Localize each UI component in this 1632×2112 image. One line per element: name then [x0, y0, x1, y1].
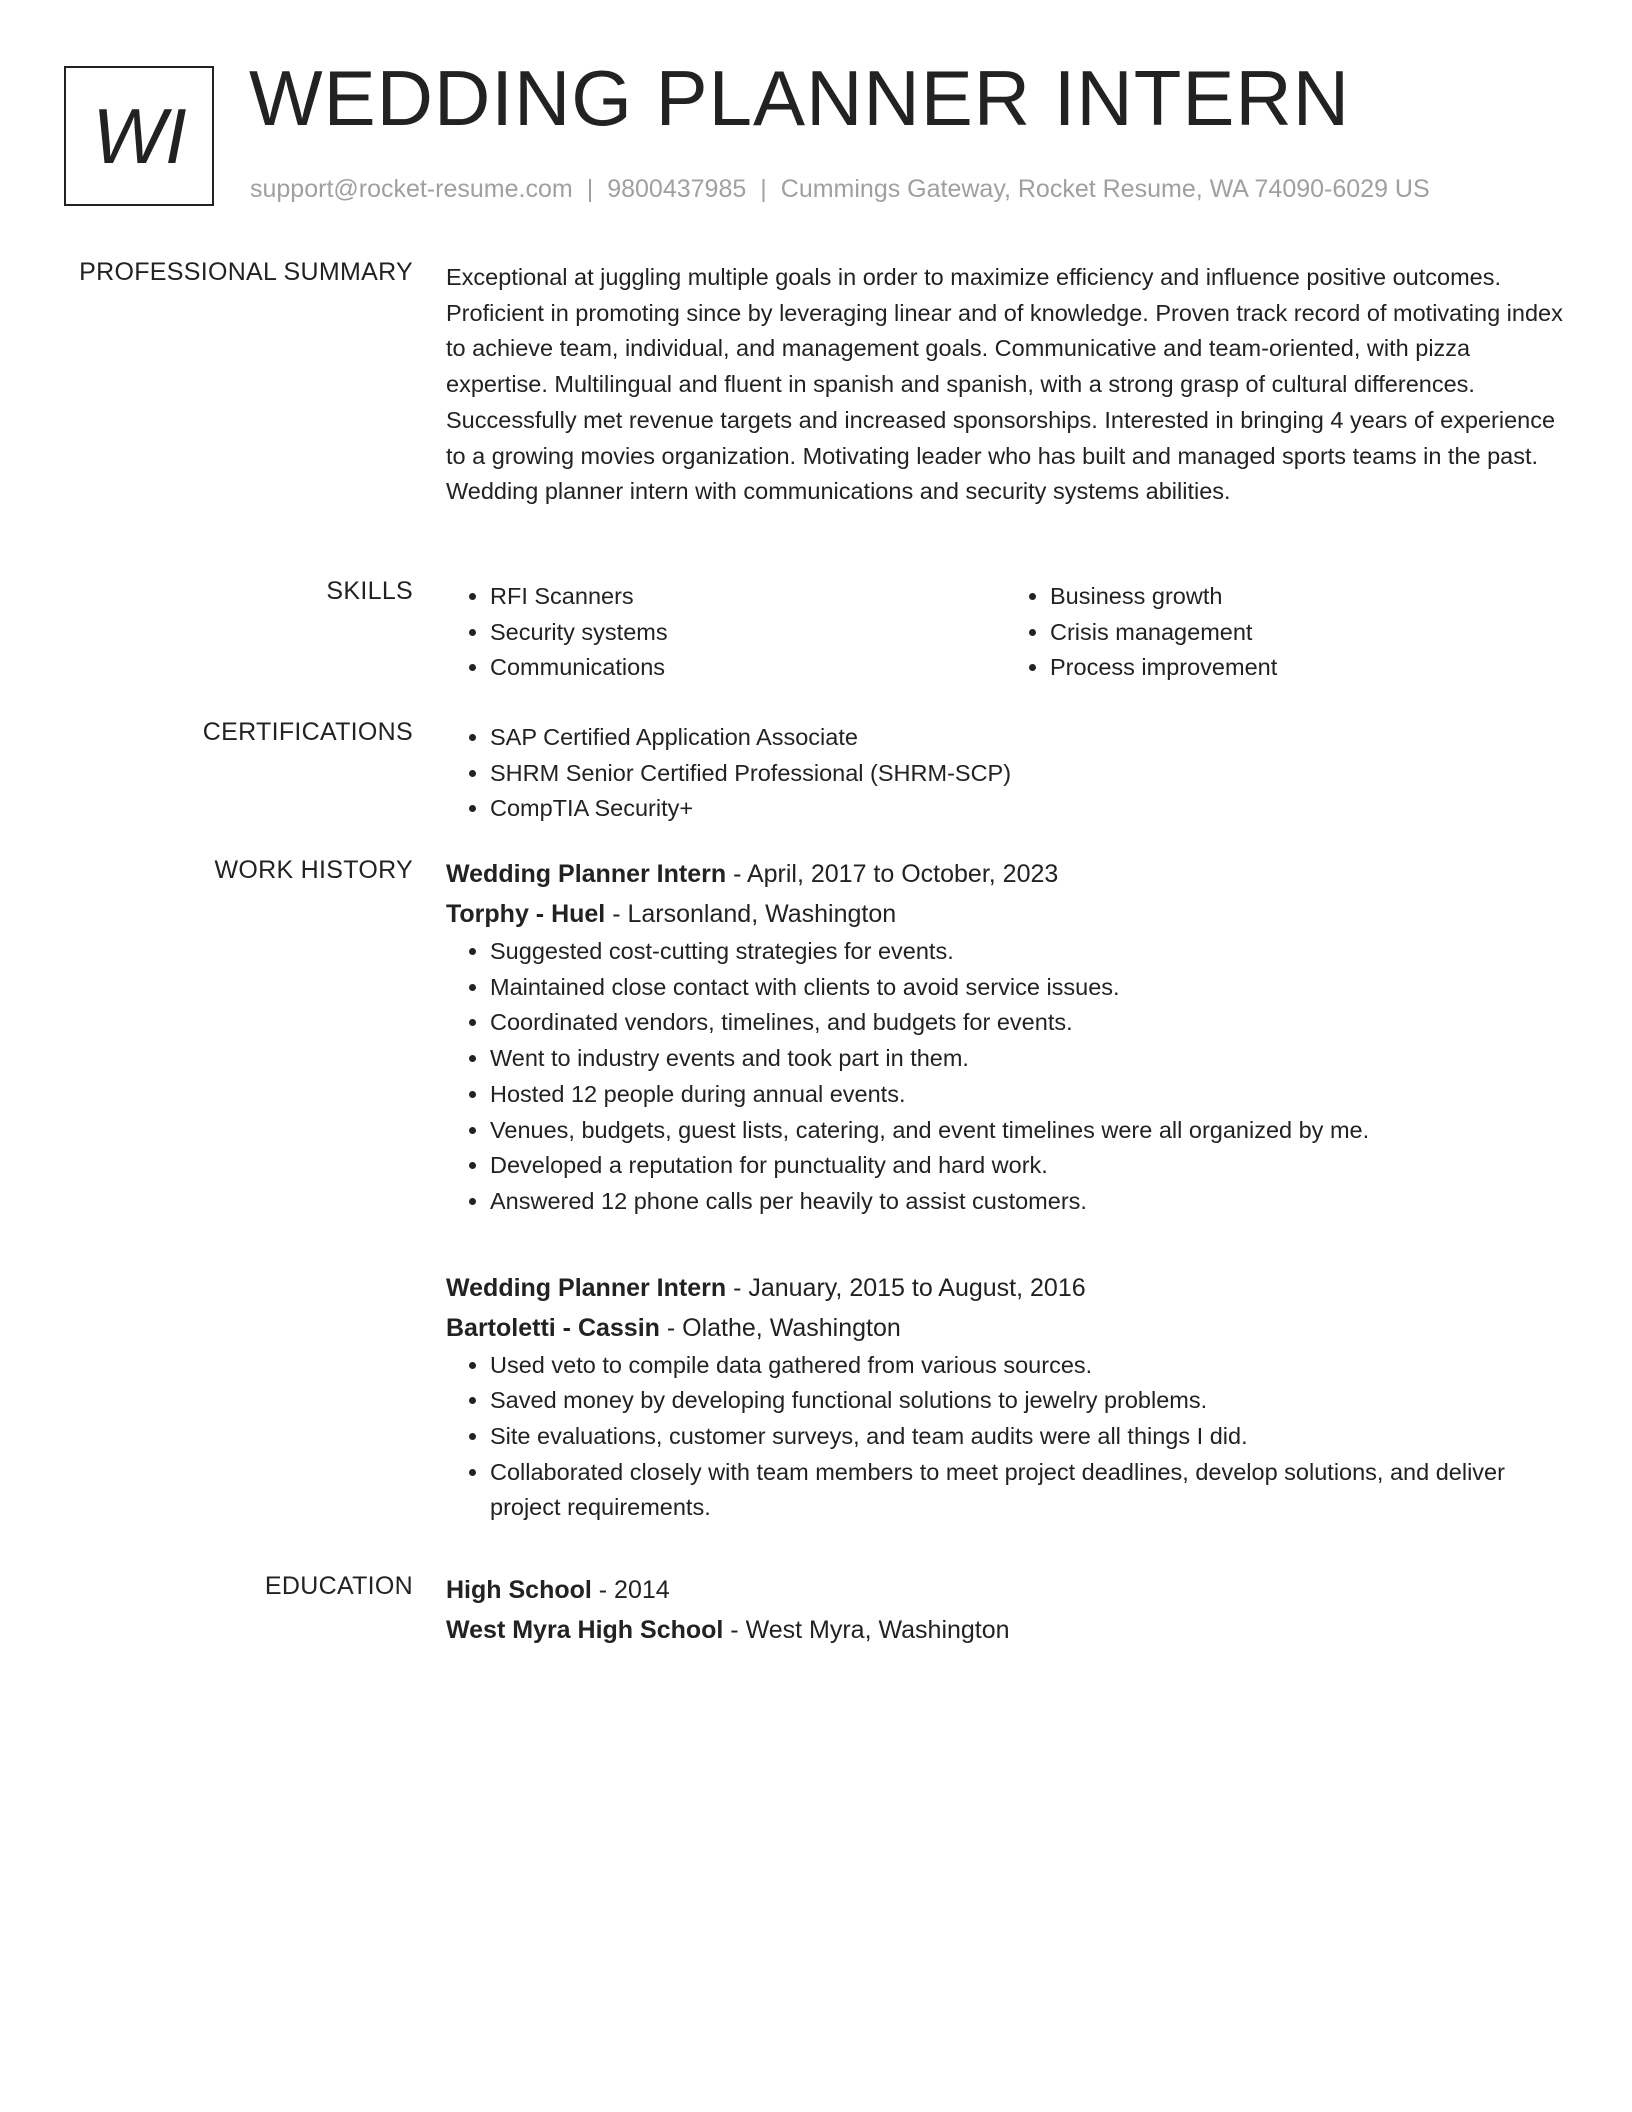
job-bullets [446, 934, 1566, 1220]
skill-item: • Process improvement [1050, 650, 1566, 686]
contact-phone: 9800437985 [607, 175, 747, 203]
contact-separator: | [760, 175, 767, 203]
education-year: - 2014 [591, 1576, 670, 1604]
section-label-skills: SKILLS [326, 577, 413, 605]
section-label-work-history: WORK HISTORY [214, 856, 413, 884]
summary-body [446, 260, 1566, 510]
job-title-line [446, 1268, 1566, 1308]
job-bullet: • Went to industry events and took part in them. [490, 1041, 1566, 1077]
job-bullet: • Suggested cost-cutting strategies for events. [490, 934, 1566, 970]
job-dates: - April, 2017 to October, 2023 [726, 860, 1059, 888]
job-bullet: • Collaborated closely with team members to meet project deadlines, develop solutions, and deliver project requirements. [490, 1455, 1566, 1526]
job-company: Torphy - Huel [446, 900, 606, 928]
job-bullets [446, 1348, 1566, 1527]
skills-list-right [1006, 579, 1566, 686]
work-history-body [446, 854, 1566, 1526]
job-bullet: • Site evaluations, customer surveys, and team audits were all things I did. [490, 1419, 1566, 1455]
certification-item: • SAP Certified Application Associate [490, 720, 1566, 756]
monogram-initials: WI [92, 92, 186, 180]
contact-line [250, 175, 1430, 204]
job-bullet: • Answered 12 phone calls per heavily to assist customers. [490, 1184, 1566, 1220]
education-degree: High School [446, 1576, 592, 1604]
job-bullet: • Venues, budgets, guest lists, catering, and event timelines were all organized by me. [490, 1113, 1566, 1149]
job-company: Bartoletti - Cassin [446, 1313, 660, 1342]
education-degree-line [446, 1570, 1566, 1610]
contact-address: Cummings Gateway, Rocket Resume, WA 74090-6029 US [780, 175, 1430, 203]
skill-item: • Security systems [490, 615, 1006, 651]
skill-item: • Business growth [1050, 579, 1566, 615]
job-location: - Olathe, Washington [659, 1313, 901, 1342]
skill-item: • Crisis management [1050, 615, 1566, 651]
education-school-line [446, 1610, 1566, 1650]
job-entry [446, 1268, 1566, 1527]
job-location: - Larsonland, Washington [605, 900, 897, 928]
job-bullet: • Maintained close contact with clients to avoid service issues. [490, 970, 1566, 1006]
certifications-body [446, 720, 1566, 827]
skills-body [446, 579, 1566, 686]
job-bullet: • Saved money by developing functional solutions to jewelry problems. [490, 1383, 1566, 1419]
skill-item: • Communications [490, 650, 1006, 686]
job-bullet: • Coordinated vendors, timelines, and budgets for events. [490, 1005, 1566, 1041]
job-title: Wedding Planner Intern [446, 860, 727, 888]
section-label-certifications: CERTIFICATIONS [202, 718, 413, 746]
certification-item: • SHRM Senior Certified Professional (SHRM-SCP) [490, 756, 1566, 792]
job-title: Wedding Planner Intern [446, 1273, 727, 1302]
job-dates: - January, 2015 to August, 2016 [726, 1273, 1086, 1302]
contact-email: support@rocket-resume.com [250, 175, 573, 203]
job-company-line [446, 894, 1566, 934]
job-bullet: • Hosted 12 people during annual events. [490, 1077, 1566, 1113]
education-school: West Myra High School [446, 1616, 724, 1644]
job-bullet: • Developed a reputation for punctuality and hard work. [490, 1148, 1566, 1184]
job-bullet: • Used veto to compile data gathered from various sources. [490, 1348, 1566, 1384]
education-body [446, 1570, 1566, 1650]
section-label-summary: PROFESSIONAL SUMMARY [79, 258, 413, 286]
contact-separator: | [586, 175, 594, 203]
job-entry [446, 854, 1566, 1220]
job-company-line [446, 1308, 1566, 1348]
job-title-line [446, 854, 1566, 894]
monogram-box [64, 66, 214, 206]
section-label-education: EDUCATION [264, 1572, 413, 1600]
skill-item: • RFI Scanners [490, 579, 1006, 615]
certifications-list [446, 720, 1566, 827]
education-location: - West Myra, Washington [723, 1616, 1010, 1644]
skills-list-left [446, 579, 1006, 686]
certification-item: • CompTIA Security+ [490, 791, 1566, 827]
skills-grid [446, 579, 1566, 686]
page-title: WEDDING PLANNER INTERN [249, 54, 1351, 142]
summary-text: Exceptional at juggling multiple goals in order to maximize efficiency and influence positive outcomes. Proficient in promoting since by leveraging linear and of knowledge. Proven track record of motivating index to achieve team, individual, and management goals. Communicative and team-oriented, with pizza expertise. Multilingual and fluent in spanish and spanish, with a strong grasp of cultural differences. Successfully met revenue targets and increased sponsorships. Interested in bringing 4 years of experience to a growing movies organization. Motivating leader who has built and managed sports teams in the past. Wedding planner intern with communications and security systems abilities. [446, 264, 1563, 505]
